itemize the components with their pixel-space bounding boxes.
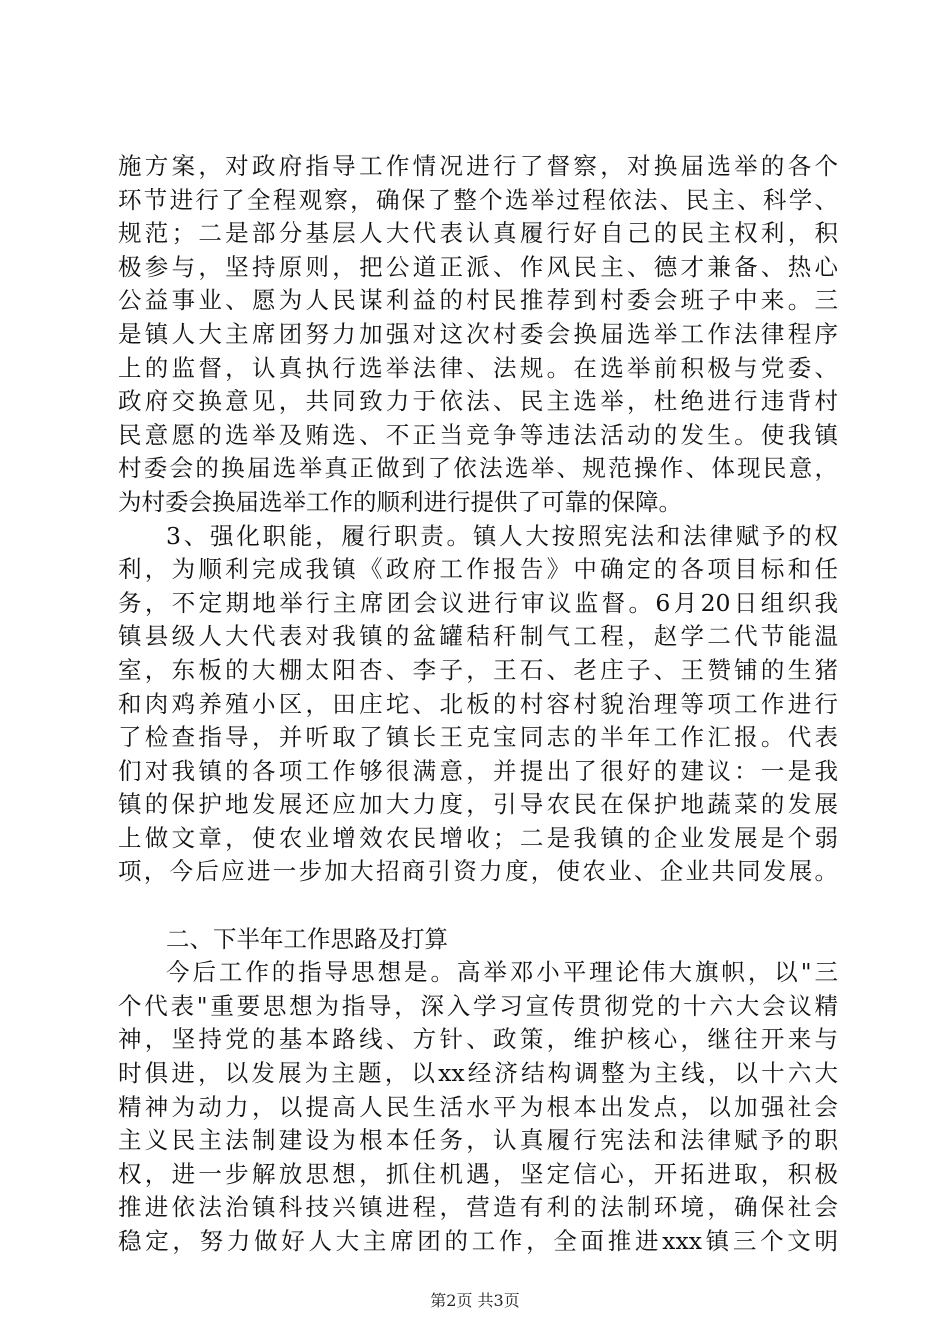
text-line: 今后工作的指导思想是。高举邓小平理论伟大旗帜，以"三 — [166, 958, 838, 987]
page-footer — [0, 1290, 950, 1312]
text-line: 为村委会换届选举工作的顺利进行提供了可靠的保障。 — [118, 487, 682, 516]
text-line: 极参与，坚持原则，把公道正派、作风民主、德才兼备、热心 — [118, 252, 838, 281]
blank-line — [118, 889, 838, 923]
section-heading: 二、下半年工作思路及打算 — [166, 924, 448, 953]
text-line: 政府交换意见，共同致力于依法、民主选举，杜绝进行违背村 — [118, 387, 838, 416]
text-line: 和肉鸡养殖小区，田庄坨、北板的村容村貌治理等项工作进行 — [118, 689, 838, 718]
text-line: 神，坚持党的基本路线、方针、政策，维护核心，继往开来与 — [118, 1025, 838, 1054]
text-line: 镇县级人大代表对我镇的盆罐秸秆制气工程，赵学二代节能温 — [118, 622, 838, 651]
text-line: 是镇人大主席团努力加强对这次村委会换届选举工作法律程序 — [118, 319, 838, 348]
text-line: 规范；二是部分基层人大代表认真履行好自己的民主权利，积 — [118, 219, 838, 248]
paragraph-item-3 — [118, 520, 838, 890]
text-line: 务，不定期地举行主席团会议进行审议监督。6月20日组织我 — [118, 588, 838, 617]
text-line: 民意愿的选举及贿选、不正当竞争等违法活动的发生。使我镇 — [118, 420, 838, 449]
text-line: 室，东板的大棚太阳杏、李子，王石、老庄子、王赞铺的生猪 — [118, 655, 838, 684]
text-line: 镇的保护地发展还应加大力度，引导农民在保护地蔬菜的发展 — [118, 790, 838, 819]
text-line: 项，今后应进一步加大招商引资力度，使农业、企业共同发展。 — [118, 857, 838, 886]
paragraph-continuation — [118, 150, 838, 520]
page-number: 第2页 共3页 — [430, 1291, 520, 1310]
text-line: 上做文章，使农业增效农民增收；二是我镇的企业发展是个弱 — [118, 823, 838, 852]
text-line: 利，为顺利完成我镇《政府工作报告》中确定的各项目标和任 — [118, 555, 838, 584]
text-line: 村委会的换届选举真正做到了依法选举、规范操作、体现民意， — [118, 454, 838, 483]
text-line: 施方案，对政府指导工作情况进行了督察，对换届选举的各个 — [118, 152, 838, 180]
text-line: 稳定，努力做好人大主席团的工作，全面推进xxx镇三个文明 — [118, 1227, 838, 1255]
text-line: 公益事业、愿为人民谋利益的村民推荐到村委会班子中来。三 — [118, 286, 838, 315]
text-line: 们对我镇的各项工作够很满意，并提出了很好的建议：一是我 — [118, 756, 838, 785]
text-line: 推进依法治镇科技兴镇进程，营造有利的法制环境，确保社会 — [118, 1193, 838, 1222]
text-line: 个代表"重要思想为指导，深入学习宣传贯彻党的十六大会议精 — [118, 991, 838, 1020]
text-line: 上的监督，认真执行选举法律、法规。在选举前积极与党委、 — [118, 353, 838, 382]
document-body — [118, 150, 838, 1259]
text-line: 3、强化职能，履行职责。镇人大按照宪法和法律赋予的权 — [166, 521, 838, 550]
text-line: 精神为动力，以提高人民生活水平为根本出发点，以加强社会 — [118, 1092, 838, 1121]
text-line: 了检查指导，并听取了镇长王克宝同志的半年工作汇报。代表 — [118, 723, 838, 752]
paragraph-guiding-thought — [118, 956, 838, 1258]
text-line: 权，进一步解放思想，抓住机遇，坚定信心，开拓进取，积极 — [118, 1159, 838, 1188]
text-line: 环节进行了全程观察，确保了整个选举过程依法、民主、科学、 — [118, 185, 838, 214]
text-line: 时俱进，以发展为主题，以xx经济结构调整为主线，以十六大 — [118, 1059, 838, 1088]
text-line: 主义民主法制建设为根本任务，认真履行宪法和法律赋予的职 — [118, 1126, 838, 1155]
